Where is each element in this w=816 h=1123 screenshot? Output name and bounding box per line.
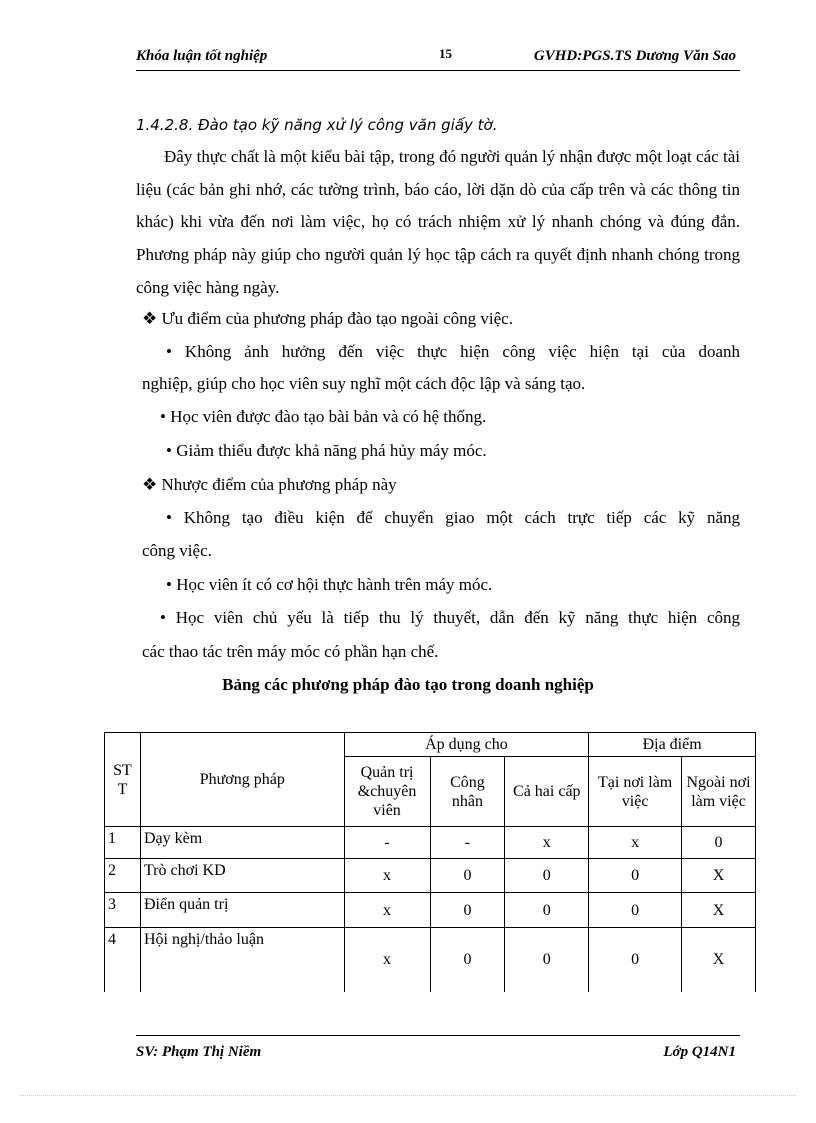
- cell-managers: x: [344, 928, 430, 992]
- cell-at-work: 0: [589, 859, 682, 893]
- cell-off-work: 0: [682, 827, 756, 859]
- cell-at-work: x: [589, 827, 682, 859]
- cell-both: 0: [505, 859, 589, 893]
- cell-managers: -: [344, 827, 430, 859]
- training-methods-table: [104, 732, 756, 992]
- page-footer: [136, 1035, 740, 1060]
- header-method: Phương pháp: [140, 733, 344, 827]
- advantage-item-3: • Giảm thiểu được khả năng phá hủy máy móc.: [166, 441, 487, 460]
- cell-both: 0: [505, 928, 589, 992]
- header-managers: Quản trị &chuyên viên: [344, 757, 430, 827]
- cell-off-work: X: [682, 928, 756, 992]
- cell-managers: x: [344, 859, 430, 893]
- page-bottom-divider: [20, 1095, 796, 1096]
- header-workers: Công nhân: [430, 757, 505, 827]
- disadvantage-item-3-line-2: các thao tác trên máy móc có phần hạn chế.: [142, 642, 439, 661]
- cell-workers: 0: [430, 893, 505, 928]
- disadvantage-item-2: • Học viên ít có cơ hội thực hành trên máy móc.: [166, 575, 493, 594]
- header-off-work: Ngoài nơi làm việc: [682, 757, 756, 827]
- page-header: [136, 44, 740, 71]
- table-row: [105, 827, 756, 859]
- advantage-item-1-line-1: • Không ảnh hưởng đến việc thực hiện công việc hiện tại của doanh: [166, 342, 740, 361]
- cell-stt: 1: [105, 827, 141, 859]
- intro-paragraph: Đây thực chất là một kiểu bài tập, trong đó người quản lý nhận được một loạt các tài liệu (các bản ghi nhớ, các tường trình, báo cáo, lời dặn dò của cấp trên và các thông tin khác) khi vừa đến nơi làm việc, họ có trách nhiệm xử lý nhanh chóng và đúng đắn. Phương pháp này giúp cho người quản lý học tập cách ra quyết định nhanh chóng trong công việc hàng ngày.: [136, 147, 740, 297]
- footer-student: SV: Phạm Thị Niềm: [136, 1044, 262, 1060]
- cell-both: 0: [505, 893, 589, 928]
- advantage-item-2: • Học viên được đào tạo bài bản và có hệ thống.: [160, 407, 487, 426]
- page-number: 15: [439, 46, 452, 61]
- cell-method: Hội nghị/thảo luận: [140, 928, 344, 992]
- disadvantage-item-3-line-1: • Học viên chủ yếu là tiếp thu lý thuyết, dẫn đến kỹ năng thực hiện công: [160, 608, 740, 627]
- cell-stt: 3: [105, 893, 141, 928]
- section-title: 1.4.2.8. Đào tạo kỹ năng xử lý công văn giấy tờ.: [136, 116, 498, 134]
- cell-off-work: X: [682, 859, 756, 893]
- cell-workers: 0: [430, 928, 505, 992]
- table-row: [105, 928, 756, 992]
- table-row: [105, 859, 756, 893]
- advantages-heading: ❖ Ưu điểm của phương pháp đào tạo ngoài công việc.: [142, 309, 513, 328]
- cell-stt: 4: [105, 928, 141, 992]
- cell-off-work: X: [682, 893, 756, 928]
- cell-method: Dạy kèm: [140, 827, 344, 859]
- cell-at-work: 0: [589, 893, 682, 928]
- table-row: [105, 893, 756, 928]
- header-both: Cả hai cấp: [505, 757, 589, 827]
- header-apply-group: Áp dụng cho: [344, 733, 589, 757]
- cell-method: Trò chơi KD: [140, 859, 344, 893]
- disadvantage-item-1-line-2: công việc.: [142, 541, 212, 560]
- cell-stt: 2: [105, 859, 141, 893]
- cell-managers: x: [344, 893, 430, 928]
- cell-workers: 0: [430, 859, 505, 893]
- disadvantage-item-1-line-1: • Không tạo điều kiện để chuyển giao một cách trực tiếp các kỹ năng: [166, 508, 740, 527]
- table-caption: Bảng các phương pháp đào tạo trong doanh nghiệp: [222, 675, 594, 694]
- header-location-group: Địa điểm: [589, 733, 756, 757]
- header-stt: ST T: [105, 733, 141, 827]
- header-advisor: GVHD:PGS.TS Dương Văn Sao: [533, 48, 736, 64]
- cell-both: x: [505, 827, 589, 859]
- cell-method: Điển quản trị: [140, 893, 344, 928]
- header-thesis-label: Khóa luận tốt nghiệp: [136, 48, 268, 64]
- cell-workers: -: [430, 827, 505, 859]
- cell-at-work: 0: [589, 928, 682, 992]
- advantage-item-1-line-2: nghiệp, giúp cho học viên suy nghĩ một cách độc lập và sáng tạo.: [142, 374, 586, 393]
- header-at-work: Tại nơi làm việc: [589, 757, 682, 827]
- disadvantages-heading: ❖ Nhược điểm của phương pháp này: [142, 475, 397, 494]
- footer-class: Lớp Q14N1: [663, 1044, 736, 1060]
